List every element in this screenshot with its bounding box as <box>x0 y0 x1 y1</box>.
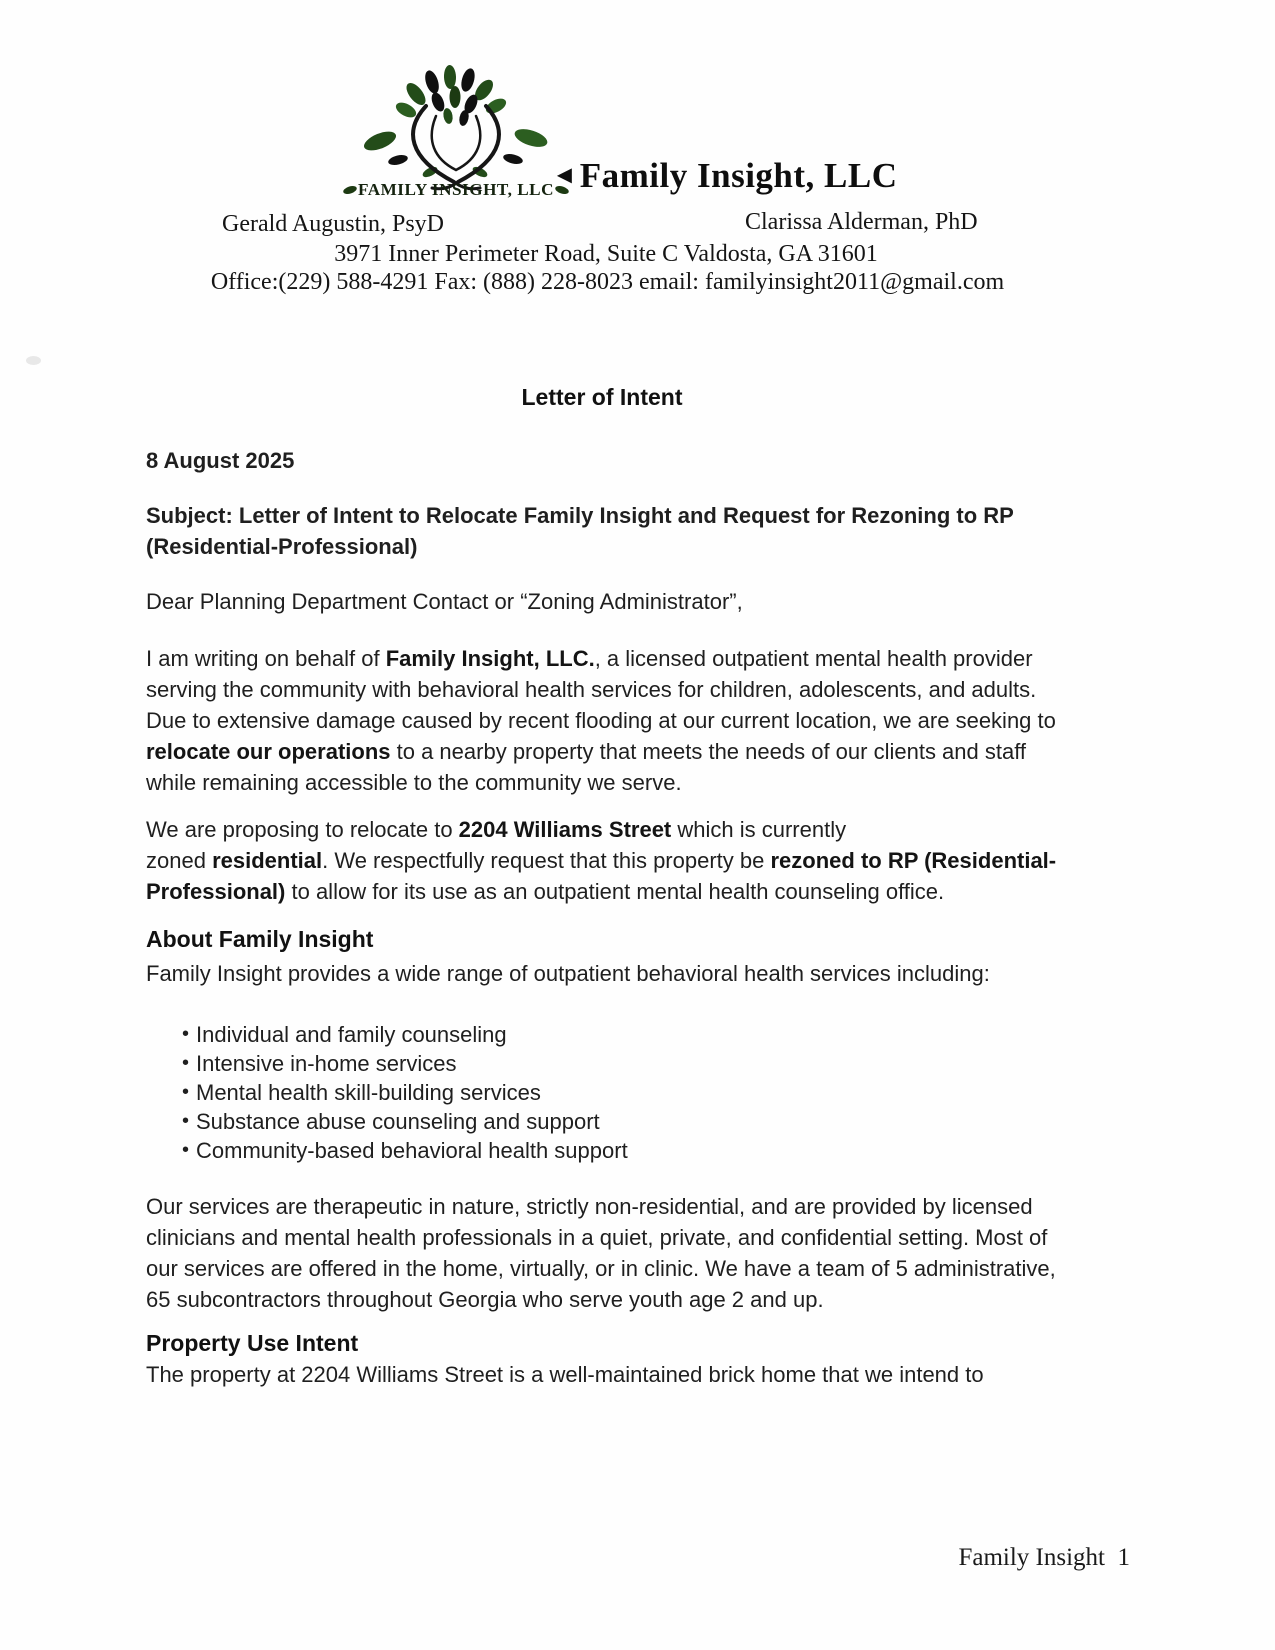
address-line: 3971 Inner Perimeter Road, Suite C Valdosta, GA 31601 <box>334 241 878 267</box>
text-run: zoned <box>146 848 213 873</box>
logo-caption: FAMILY INSIGHT, LLC <box>358 180 554 199</box>
letterhead <box>0 0 1275 300</box>
subject-line: Subject: Letter of Intent to Relocate Family Insight and Request for Rezoning to RP (Residential-Professional) <box>146 503 1014 559</box>
clinician-name-left: Gerald Augustin, PsyD <box>222 211 444 237</box>
scan-artifact <box>26 356 41 365</box>
list-item: • Intensive in-home services <box>182 1049 1058 1078</box>
page-footer <box>933 1516 1130 1600</box>
text-run: to a nearby property that meets the needs of our clients and staff while remaining accessible to the community we serve. <box>146 739 1027 795</box>
list-item: • Community-based behavioral health support <box>182 1136 1058 1165</box>
page-number-label: Family Insight 1 <box>958 1544 1130 1571</box>
letter-body <box>146 300 1058 1390</box>
list-item: • Individual and family counseling <box>182 1020 1058 1049</box>
list-item: • Mental health skill-building services <box>182 1078 1058 1107</box>
paragraph-intro <box>146 643 1058 798</box>
family-insight-logo <box>338 64 573 204</box>
clinician-name-right: Clarissa Alderman, PhD <box>745 209 978 235</box>
text-run: , a licensed outpatient mental health provider serving the community with behavioral health services for children, adolescents, and adults. Due to extensive damage caused by recent flooding at our current location, we are seeking to <box>146 646 1056 733</box>
text-run: I am writing on behalf of <box>146 646 386 671</box>
left-arrow-icon: ◄ <box>552 162 577 189</box>
list-item: • Substance abuse counseling and support <box>182 1107 1058 1136</box>
leaf-canopy-icon <box>393 65 508 127</box>
company-title-row <box>552 156 898 196</box>
section-heading-property: Property Use Intent <box>146 1330 359 1356</box>
date-line: 8 August 2025 <box>146 448 295 473</box>
text-run: . We respectfully request that this property be <box>322 848 771 873</box>
text-run: which is currently <box>671 817 847 842</box>
company-name: Family Insight, LLC <box>579 156 898 195</box>
text-run: We are proposing to relocate to <box>146 817 459 842</box>
text-run-bold: residential <box>212 848 323 873</box>
side-leaves-icon <box>361 126 549 180</box>
about-lead: Family Insight provides a wide range of outpatient behavioral health services including: <box>146 961 990 986</box>
services-list <box>146 1020 1058 1165</box>
text-run: to allow for its use as an outpatient mental health counseling office. <box>285 879 945 904</box>
paragraph-services: Our services are therapeutic in nature, strictly non-residential, and are provided by licensed clinicians and mental health professionals in a quiet, private, and confidential setting. Most of our services are offered in the home, virtually, or in clinic. We have a team of 5 administrative, 65 subcontractors throughout Georgia who serve youth age 2 and up. <box>146 1194 1056 1312</box>
text-run-bold: relocate our operations <box>146 739 391 764</box>
paragraph-proposal <box>146 814 1058 907</box>
text-run-bold: 2204 Williams Street <box>458 817 672 842</box>
contact-line: Office:(229) 588-4291 Fax: (888) 228-8023 email: familyinsight2011@gmail.com <box>210 269 1005 295</box>
property-lead: The property at 2204 Williams Street is a well-maintained brick home that we intend to <box>146 1362 984 1387</box>
salutation: Dear Planning Department Contact or “Zoning Administrator”, <box>146 589 743 614</box>
text-run-bold: Family Insight, LLC. <box>385 646 595 671</box>
section-heading-about: About Family Insight <box>146 926 374 952</box>
text-run-bold: rezoned to RP (Residential-Professional) <box>146 848 1057 904</box>
letter-title: Letter of Intent <box>521 384 683 410</box>
